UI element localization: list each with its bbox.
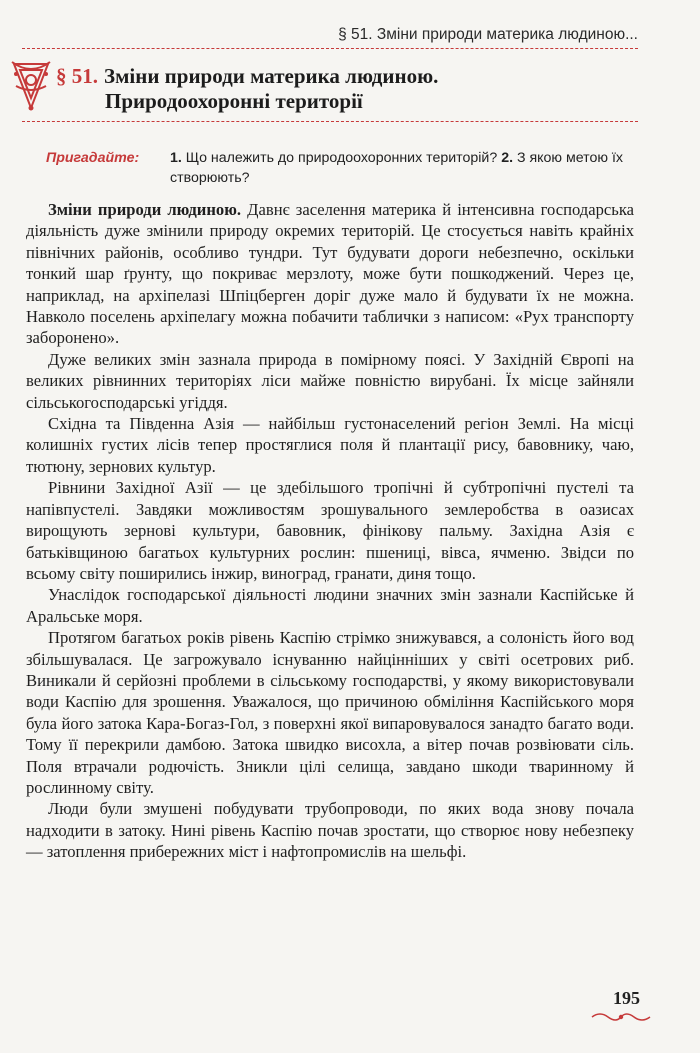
title-divider	[22, 121, 638, 122]
header-divider	[22, 48, 638, 49]
recall-q1-number: 1.	[170, 150, 182, 166]
recall-label: Пригадайте:	[46, 150, 140, 166]
page-ornament-icon	[590, 1010, 652, 1024]
body-text	[26, 199, 634, 863]
section-number: § 51.	[56, 64, 98, 88]
running-head: § 51. Зміни природи материка людиною...	[338, 26, 638, 43]
section-title-line2: Природоохоронні території	[105, 89, 363, 113]
paragraph: Зміни природи людиною. Давнє заселення материка й інтенсивна господарська діяльність дуже змінили природу окремих територій. Це стосується навіть крайніх північних районів, особливо тундри. Тут будувати дороги небезпечно, оскільки тонкий шар ґрунту, що покриває мерзлоту, може бути пошкоджений. Через це, наприклад, на архіпелазі Шпіцберген доріг дуже мало й будувати їх не можна. Навколо поселень архіпелагу можна побачити таблички з написом: «Рух транспорту заборонено».	[26, 200, 634, 348]
section-title	[56, 64, 646, 114]
section-title-line1: Зміни природи материка людиною.	[104, 64, 439, 88]
recall-q2-text: З якою метою їх створюють?	[170, 150, 624, 186]
paragraph-lead: Зміни природи людиною.	[48, 200, 242, 219]
paragraph: Люди були змушені побудувати трубопроводи, по яких вода знову почала надходити в затоку. Нині рівень Каспію почав зростати, що створює нову небезпеку — затоплення прибережних міст і нафтопромислів на шельфі.	[26, 799, 634, 862]
section-ornament-icon	[8, 58, 54, 114]
paragraph: Протягом багатьох років рівень Каспію стрімко знижувався, а солоність його вод збільшувалася. Це загрожувало існуванню найцінніших у світі осетрових риб. Виникали й серйозні проблеми в сільському господарстві, у якому використовували води Каспію для зрошення. Уважалося, що причиною обміління Каспійського моря була його затока Кара-Богаз-Гол, з поверхні якої випаровувалося занадто багато води. Тому її перекрили дамбою. Затока швидко висохла, а вітер почав розвіювати сіль. Поля втрачали родючість. Зникли цілі селища, завдано шкоди тваринному й рослинному світу.	[26, 628, 634, 797]
recall-q2-number: 2.	[501, 150, 514, 166]
paragraph: Східна та Південна Азія — найбільш густонаселений регіон Землі. На місці колишніх густих лісів тепер простяглися поля й плантації рису, бавовнику, чаю, тютюну, зернових культур.	[26, 414, 634, 476]
recall-questions	[170, 148, 646, 188]
paragraph: Унаслідок господарської діяльності людини значних змін зазнали Каспійське й Аральське моря.	[26, 585, 634, 626]
paragraph: Рівнини Західної Азії — це здебільшого тропічні й субтропічні пустелі та напівпустелі. Завдяки можливостям зрошувального землеробства в оазисах вирощують зернові культури, бавовник, фінікову пальму. Західна Азія є батьківщиною багатьох культурних рослин: пшениці, вівса, ячменю. Звідси по всьому світу поширились інжир, виноград, гранати, диня тощо.	[26, 478, 634, 583]
paragraph: Дуже великих змін зазнала природа в помірному поясі. У Західній Європі на великих рівнинних територіях ліси майже повністю вирубані. Їх місце зайняли сільськогосподарські угіддя.	[26, 349, 634, 412]
recall-block	[46, 148, 646, 188]
recall-q1-text: Що належить до природоохоронних територій?	[181, 150, 502, 166]
page-number: 195	[613, 988, 640, 1008]
